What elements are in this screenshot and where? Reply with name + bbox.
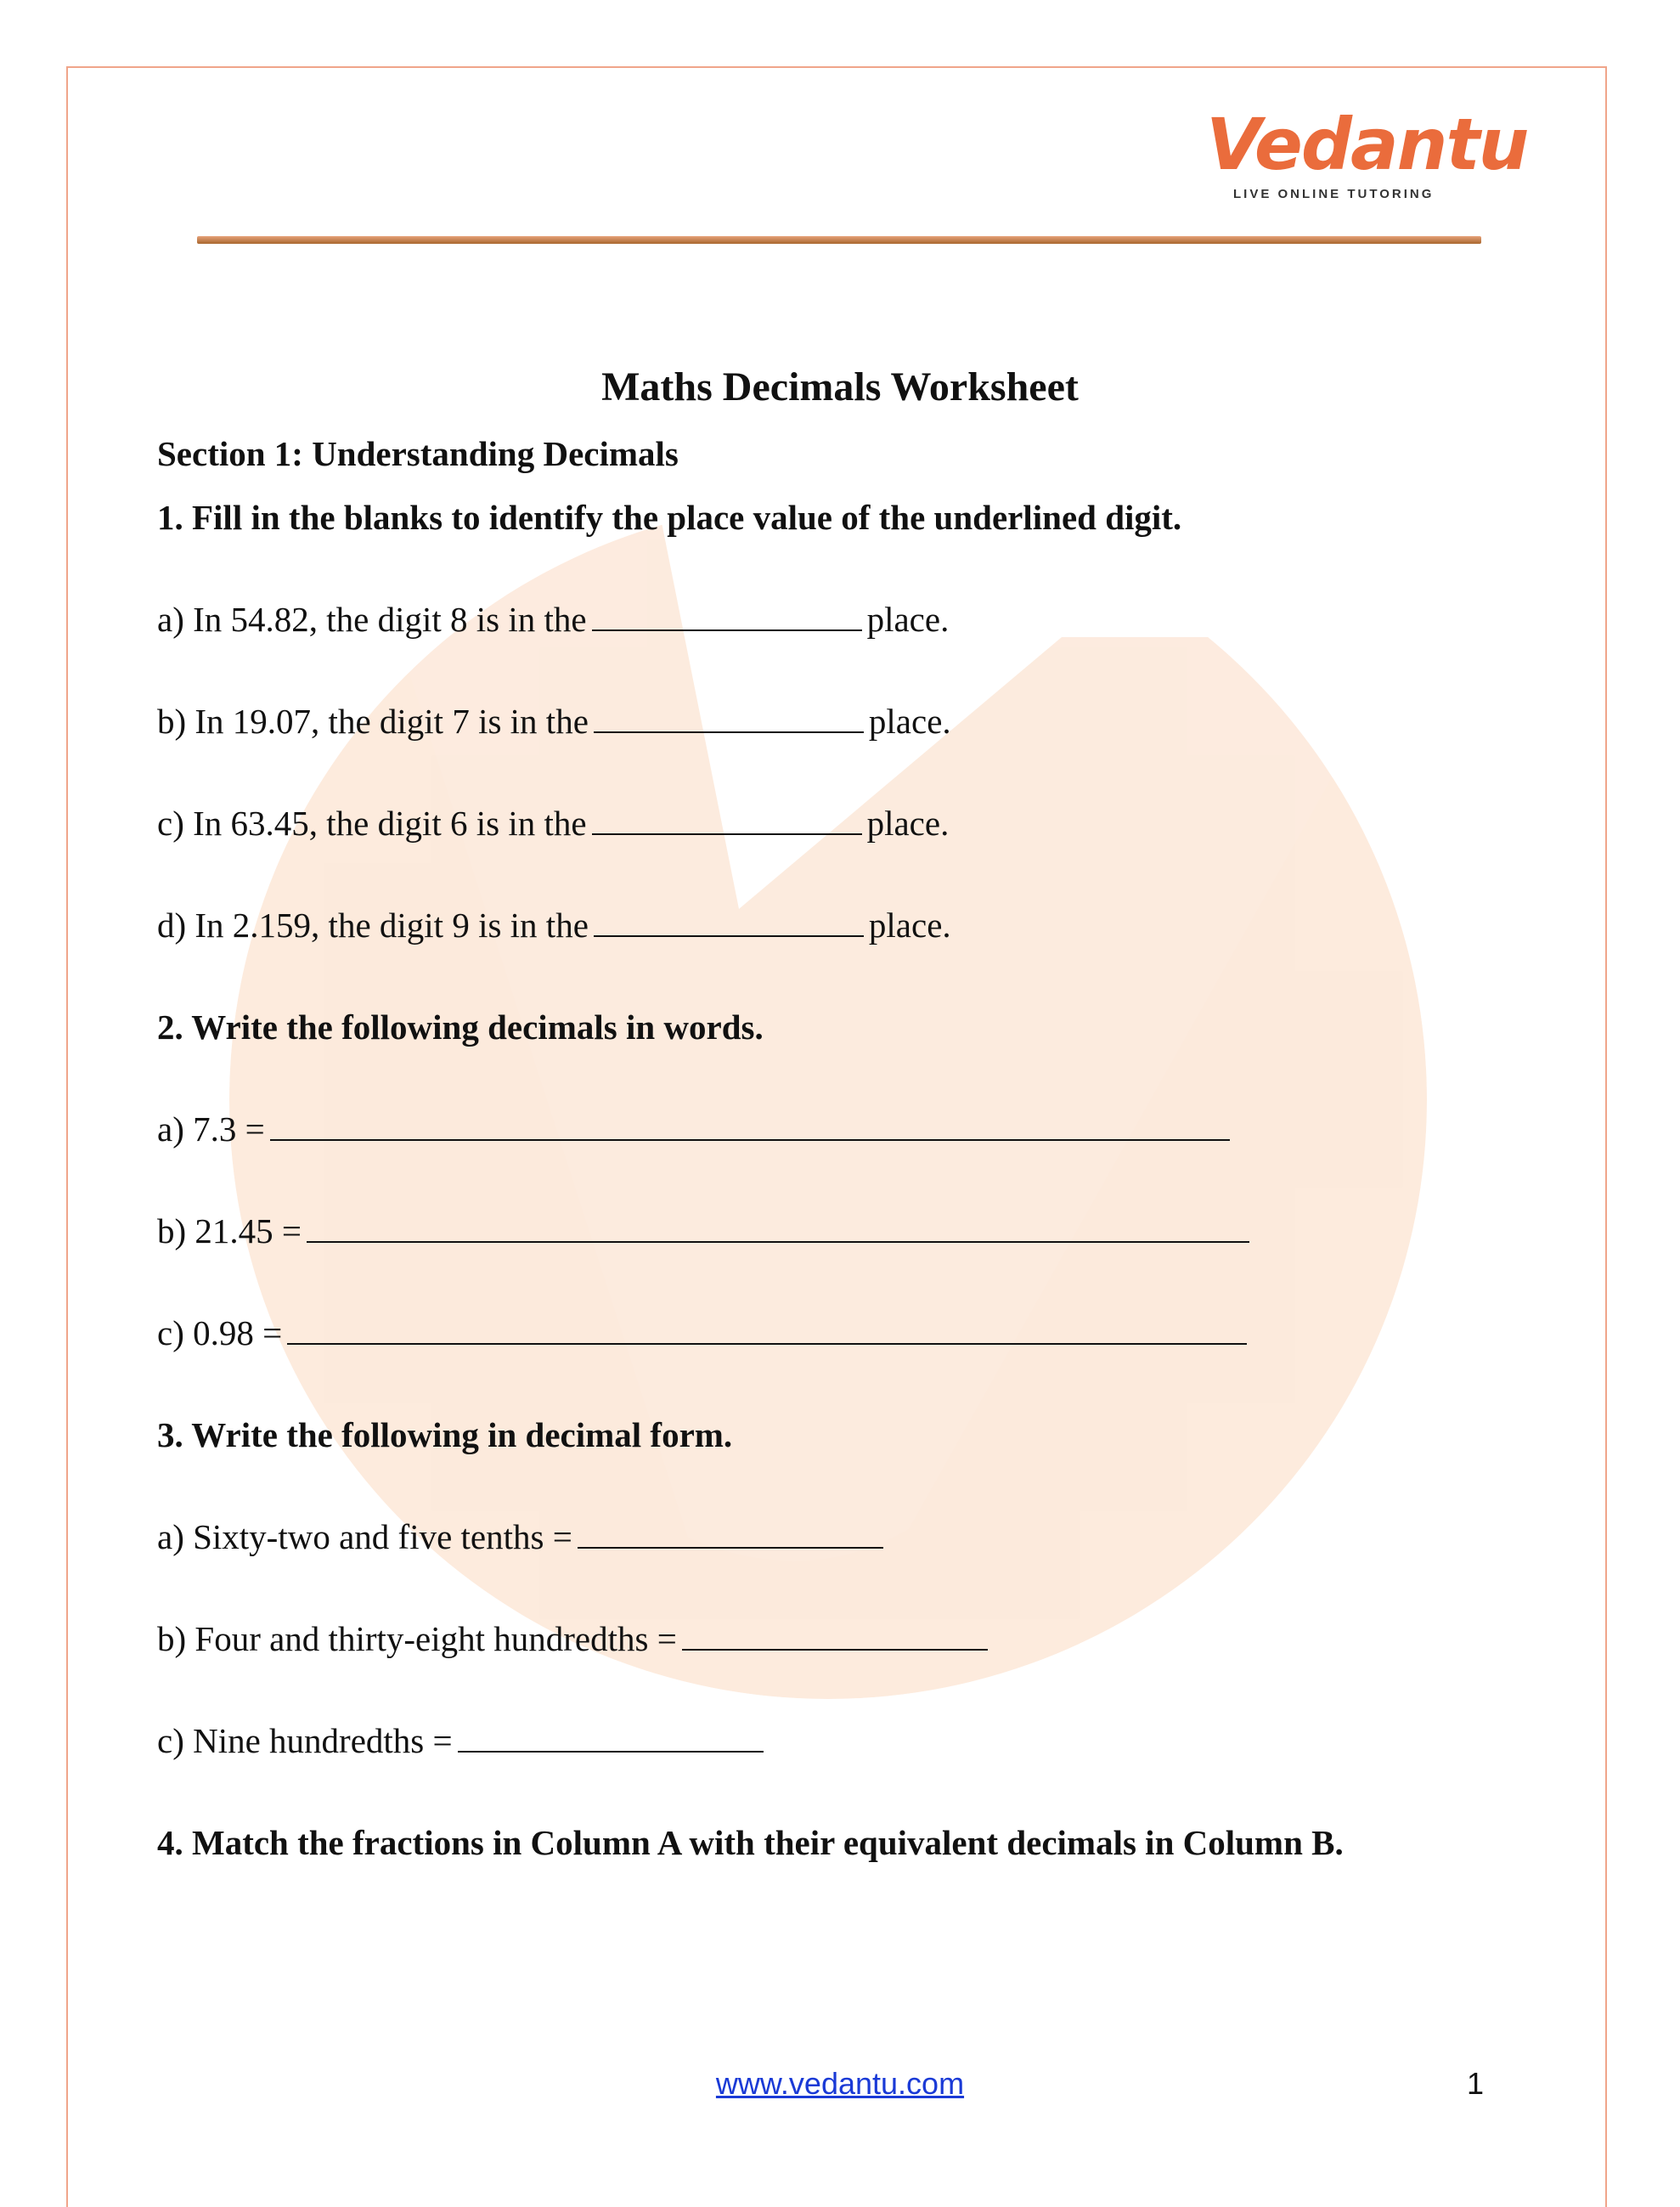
- question-1d: d) In 2.159, the digit 9 is in the place.: [157, 906, 951, 945]
- question-2b: b) 21.45 =: [157, 1211, 1254, 1251]
- answer-blank[interactable]: [270, 1110, 1230, 1141]
- answer-blank[interactable]: [592, 601, 862, 631]
- question-3a: a) Sixty-two and five tenths =: [157, 1516, 888, 1557]
- answer-blank[interactable]: [458, 1722, 764, 1753]
- header-divider: [197, 236, 1481, 244]
- question-3-prompt: 3. Write the following in decimal form.: [157, 1415, 733, 1454]
- question-1a: a) In 54.82, the digit 8 is in the place.: [157, 600, 950, 639]
- question-3b: b) Four and thirty-eight hundredths =: [157, 1618, 993, 1659]
- page-number: 1: [1467, 2066, 1485, 2101]
- question-1c: c) In 63.45, the digit 6 is in the place.: [157, 804, 950, 843]
- answer-blank[interactable]: [307, 1212, 1249, 1243]
- answer-blank[interactable]: [578, 1518, 883, 1549]
- vedantu-logo: [1206, 103, 1528, 201]
- logo-tagline: LIVE ONLINE TUTORING: [1233, 187, 1435, 201]
- footer-website-link[interactable]: www.vedantu.com: [715, 2066, 965, 2101]
- question-4-prompt: 4. Match the fractions in Column A with their equivalent decimals in Column B.: [157, 1823, 1344, 1862]
- question-1b: b) In 19.07, the digit 7 is in the place.: [157, 702, 951, 741]
- answer-blank[interactable]: [287, 1314, 1247, 1345]
- worksheet-title: Maths Decimals Worksheet: [601, 364, 1079, 409]
- answer-blank[interactable]: [682, 1620, 988, 1651]
- answer-blank[interactable]: [594, 703, 864, 733]
- question-2a: a) 7.3 =: [157, 1109, 1235, 1149]
- answer-blank[interactable]: [594, 906, 864, 937]
- section-heading: Section 1: Understanding Decimals: [157, 434, 679, 473]
- answer-blank[interactable]: [592, 804, 862, 835]
- question-1-prompt: 1. Fill in the blanks to identify the place value of the underlined digit.: [157, 498, 1182, 537]
- logo-wordmark: Vedantu: [1206, 103, 1528, 186]
- question-3c: c) Nine hundredths =: [157, 1720, 769, 1761]
- question-2-prompt: 2. Write the following decimals in words.: [157, 1008, 764, 1047]
- question-2c: c) 0.98 =: [157, 1312, 1252, 1353]
